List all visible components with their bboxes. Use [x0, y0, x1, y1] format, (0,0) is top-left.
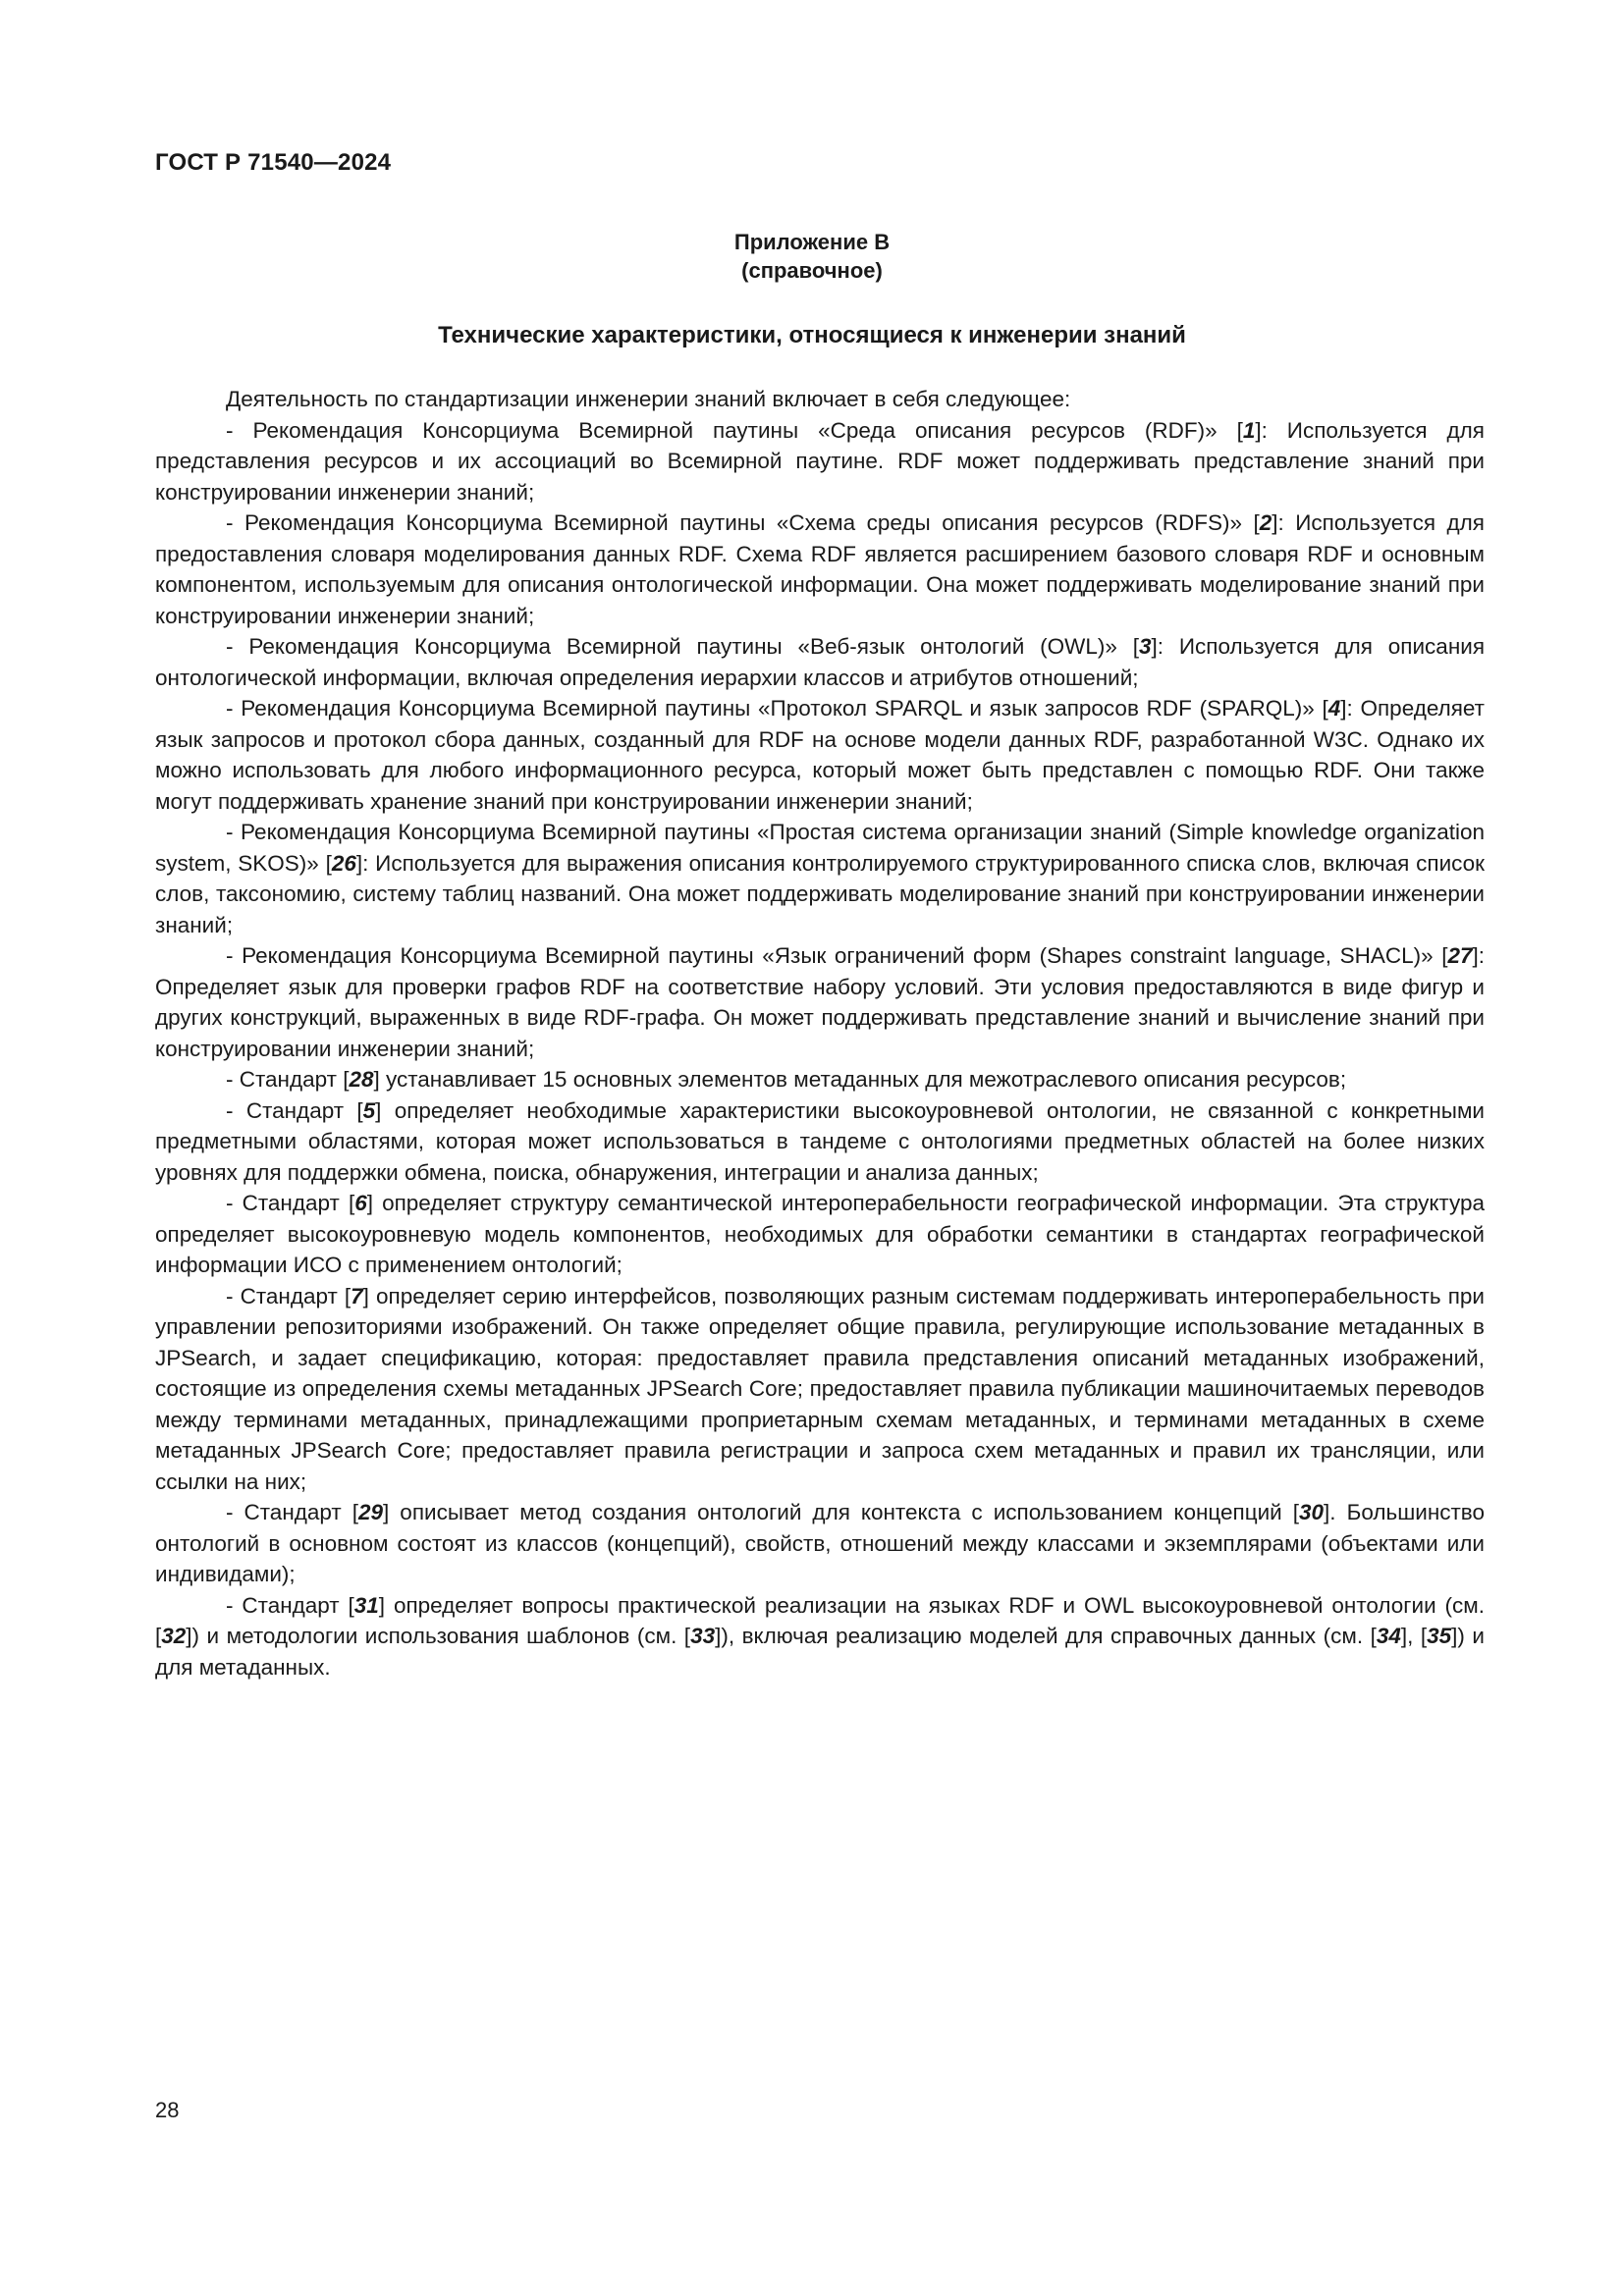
list-item-standard-6: - Стандарт [6] определяет структуру семантической интероперабельности географической информации. Эта структура определяет высокоуровневую модель компонентов, необходимых для обработки семантики в стандартах географической информации ИСО с применением онтологий; — [155, 1191, 1486, 1277]
reference-link: 28 — [349, 1067, 374, 1092]
annex-title: Технические характеристики, относящиеся к инженерии знаний — [438, 322, 1186, 348]
list-item-rdf: - Рекомендация Консорциума Всемирной паутины «Среда описания ресурсов (RDF)» [1]: Используется для представления ресурсов и их ассоциаций во Всемирной паутине. RDF может поддерживать представление знаний при конструировании инженерии знаний; — [155, 417, 1485, 505]
list-item-standard-5: - Стандарт [5] определяет необходимые характеристики высокоуровневой онтологии, не связанной с конкретными предметными областями, которая может использоваться в тандеме с онтологиями предметных областей на более низких уровнях для поддержки обмена, поиска, обнаружения, интеграции и анализа данных; — [155, 1097, 1485, 1185]
reference-link: 34 — [1376, 1624, 1401, 1648]
reference-link: 30 — [1299, 1500, 1325, 1524]
reference-link: 3 — [1139, 634, 1152, 659]
annex-heading — [0, 228, 1624, 285]
reference-link: 7 — [351, 1283, 363, 1308]
list-item-standard-7: - Стандарт [7] определяет серию интерфейсов, позволяющих разным системам поддерживать интероперабельность при управлении репозиториями изображений. Он также определяет общие правила, регулирующие использование метаданных в JPSearch, и задает спецификацию, которая: предоставляет правила представления описаний метаданных изображений, состоящие из определения схемы метаданных JPSearch Core; предоставляет правила публикации машиночитаемых переводов между терминами метаданных, принадлежащими проприетарным схемам метаданных, и терминами метаданных в схеме метаданных JPSearch Core; предоставляет правила регистрации и запроса схем метаданных и правил их трансляции, или ссылки на них; — [155, 1283, 1485, 1494]
reference-link: 26 — [331, 850, 356, 876]
list-item-standard-29: - Стандарт [29] описывает метод создания онтологий для контекста с использованием концепций [30]. Большинство онтологий в основном состоят из классов (концепций), свойств, отношений между классами и экземплярами (объектами или индивидами); — [155, 1500, 1486, 1586]
page-header-standard-id: ГОСТ Р 71540—2024 — [155, 149, 392, 176]
list-item-rdfs: - Рекомендация Консорциума Всемирной паутины «Схема среды описания ресурсов (RDFS)» [2]: Используется для предоставления словаря моделирования данных RDF. Схема RDF является расширением базового словаря RDF и основным компонентом, используемым для описания онтологической информации. Она может поддерживать моделирование знаний при конструировании инженерии знаний; — [155, 510, 1485, 628]
list-item-standard-28: - Стандарт [28] устанавливает 15 основных элементов метаданных для межотраслевого описания ресурсов; — [226, 1067, 1347, 1092]
list-item-sparql: - Рекомендация Консорциума Всемирной паутины «Протокол SPARQL и язык запросов RDF (SPARQL)» [4]: Определяет язык запросов и протокол сбора данных, созданный для RDF на основе модели данных RDF, разработанной W3C. Однако их можно использовать для любого информационного ресурса, который может быть представлен с помощью RDF. Они также могут поддерживать хранение знаний при конструировании инженерии знаний; — [155, 696, 1485, 814]
list-item-standard-31: - Стандарт [31] определяет вопросы практической реализации на языках RDF и OWL высокоуровневой онтологии (см. [32]) и методологии использования шаблонов (см. [33]), включая реализацию моделей для справочных данных (см. [34], [35]) и для метаданных. — [155, 1592, 1486, 1680]
reference-link: 1 — [1242, 417, 1256, 443]
list-item-owl: - Рекомендация Консорциума Всемирной паутины «Веб-язык онтологий (OWL)» [3]: Используется для описания онтологической информации, включая определения иерархии классов и атрибутов отношений; — [155, 634, 1486, 690]
page-number: 28 — [155, 2098, 180, 2122]
reference-link: 5 — [362, 1097, 376, 1123]
reference-link: 33 — [690, 1624, 716, 1648]
list-item-skos: - Рекомендация Консорциума Всемирной паутины «Простая система организации знаний (Simple knowledge organization system, SKOS)» [26]: Используется для выражения описания контролируемого структурированного списка слов, включая список слов, таксономию, систему таблиц названий. Она может поддерживать моделирование знаний при конструировании инженерии знаний; — [155, 820, 1485, 937]
reference-link: 6 — [354, 1191, 367, 1215]
reference-link: 29 — [358, 1500, 384, 1524]
reference-link: 32 — [161, 1624, 187, 1648]
reference-link: 35 — [1427, 1624, 1452, 1648]
annex-type: (справочное) — [741, 258, 883, 283]
annex-label: Приложение В — [733, 230, 891, 254]
reference-link: 27 — [1447, 943, 1473, 968]
reference-link: 4 — [1327, 696, 1341, 721]
intro-paragraph: Деятельность по стандартизации инженерии знаний включает в себя следующее: — [226, 387, 1071, 411]
reference-link: 2 — [1259, 510, 1272, 535]
annex-body — [155, 384, 1485, 1682]
reference-link: 31 — [353, 1592, 379, 1618]
list-item-shacl: - Рекомендация Консорциума Всемирной паутины «Язык ограничений форм (Shapes constraint language, SHACL)» [27]: Определяет язык для проверки графов RDF на соответствие набору условий. Эти условия предоставляются в виде фигур и других конструкций, выраженных в виде RDF-графа. Он может поддерживать представление знаний и вычисление знаний при конструировании инженерии знаний; — [155, 943, 1485, 1061]
